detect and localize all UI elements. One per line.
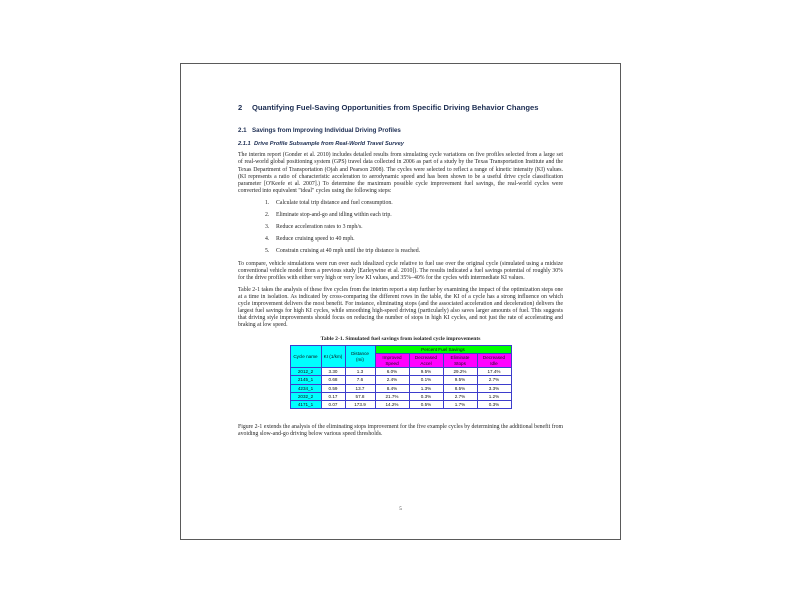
subsection-heading	[238, 127, 563, 134]
subsection-number: 2.1	[238, 127, 247, 135]
subsubsection-number: 2.1.1	[238, 140, 251, 147]
table-cell: 57.8	[345, 392, 375, 400]
subsubsection-heading	[238, 141, 563, 148]
list-item	[265, 200, 563, 207]
table-cell: 0.5%	[409, 401, 443, 409]
section-heading	[238, 103, 563, 112]
table-cell: 0.3%	[477, 401, 511, 409]
table-cell: 2032_2	[290, 392, 321, 400]
table-cell: 0.59	[321, 384, 345, 392]
table-cell: 7.6	[345, 376, 375, 384]
table-row	[290, 376, 511, 384]
table-header-row	[290, 346, 511, 354]
table-cell: 173.9	[345, 401, 375, 409]
table-subheader-cell: Decreased Idle	[477, 354, 511, 368]
section-title: Quantifying Fuel-Saving Opportunities from Specific Driving Behavior Changes	[252, 103, 539, 112]
table-cell: 0.1%	[409, 376, 443, 384]
table-cell: 13.7	[345, 384, 375, 392]
table-row	[290, 367, 511, 375]
subsubsection-title: Drive Profile Subsample from Real-World Travel Survey	[254, 140, 404, 147]
numbered-list	[265, 200, 563, 255]
table-cell: 21.7%	[375, 392, 409, 400]
table-cell: 2.4%	[375, 376, 409, 384]
list-item-text: Reduce acceleration rates to 3 mph/s.	[276, 223, 363, 230]
table-cell: 6.0%	[375, 367, 409, 375]
table-cell: 1.3%	[409, 384, 443, 392]
table-cell: 2.7%	[477, 376, 511, 384]
paragraph: The interim report (Gonder et al. 2010) includes detailed results from simulating cycle variations on five profiles selected from a large set of real-world global positioning system (GPS) travel data collected in 2006 as part of a study by the Texas Transportation Institute and the Texas Department of Transportation (Ojah and Pearson 2008). The cycles were selected to reflect a range of kinetic intensity (KI) values. (KI represents a ratio of characteristic acceleration to aerodynamic speed and has been shown to be a useful drive cycle classification parameter [O'Keefe et al. 2007].) To determine the maximum possible cycle improvement fuel savings, the real-world cycles were converted into equivalent "ideal" cycles using the following steps:	[238, 152, 563, 194]
fuel-savings-table	[290, 345, 512, 409]
table-cell: 0.07	[321, 401, 345, 409]
table-cell: 0.17	[321, 392, 345, 400]
table-cell: 3.3%	[477, 384, 511, 392]
table-cell: 0.3%	[409, 392, 443, 400]
subsection-title: Savings from Improving Individual Driving Profiles	[252, 127, 401, 135]
table-subheader-cell: Eliminate Stops	[443, 354, 477, 368]
table-cell: 1.3	[345, 367, 375, 375]
table-cell: 1.2%	[477, 392, 511, 400]
table-cell: 4171_1	[290, 401, 321, 409]
list-item-number: 4.	[265, 235, 270, 242]
list-item-text: Calculate total trip distance and fuel consumption.	[276, 199, 393, 206]
list-item-text: Eliminate stop-and-go and idling within each trip.	[276, 211, 392, 218]
list-item	[265, 224, 563, 231]
list-item-number: 5.	[265, 247, 270, 254]
table-cell: 2145_1	[290, 376, 321, 384]
list-item	[265, 212, 563, 219]
table-cell: 2.7%	[443, 392, 477, 400]
list-item-text: Constrain cruising at 40 mph until the trip distance is reached.	[276, 247, 421, 254]
table-cell: 1.7%	[443, 401, 477, 409]
table-subheader-cell: Improved Speed	[375, 354, 409, 368]
table-cell: 3.30	[321, 367, 345, 375]
paragraph: To compare, vehicle simulations were run over each idealized cycle relative to fuel use over the original cycle (simulated using a midsize conventional vehicle model from a previous study [Earleywine et al. 2010]). The results indicated a fuel savings potential of roughly 30% for the drive profiles with either very high or very low KI values, and 35%–40% for the cycles with intermediate KI values.	[238, 260, 563, 281]
list-item-text: Reduce cruising speed to 40 mph.	[276, 235, 355, 242]
table-cell: 8.5%	[443, 384, 477, 392]
list-item-number: 2.	[265, 211, 270, 218]
section-number: 2	[238, 103, 243, 112]
table-header-cell: Distance (mi)	[345, 346, 375, 368]
list-item-number: 3.	[265, 223, 270, 230]
table-row	[290, 384, 511, 392]
table-caption: Table 2-1. Simulated fuel savings from isolated cycle improvements	[320, 336, 481, 343]
table-cell: 17.4%	[477, 367, 511, 375]
table-cell: 8.4%	[375, 384, 409, 392]
table-cell: 14.2%	[375, 401, 409, 409]
table-cell: 9.5%	[409, 367, 443, 375]
table-header-cell: KI (1/km)	[321, 346, 345, 368]
list-item-number: 1.	[265, 199, 270, 206]
list-item	[265, 248, 563, 255]
table-span-header: Percent Fuel Savings	[375, 346, 511, 354]
table-cell: 0.68	[321, 376, 345, 384]
table-row	[290, 392, 511, 400]
paragraph: Figure 2-1 extends the analysis of the eliminating stops improvement for the five example cycles by determining the additional benefit from avoiding slow-and-go driving below various speed thresholds.	[238, 424, 563, 438]
list-item	[265, 236, 563, 243]
table-cell: 29.2%	[443, 367, 477, 375]
table-cell: 2012_2	[290, 367, 321, 375]
table-row	[290, 401, 511, 409]
table-header-cell: Cycle name	[290, 346, 321, 368]
table-cell: 4234_1	[290, 384, 321, 392]
table-cell: 9.5%	[443, 376, 477, 384]
table-subheader-cell: Decreased Accel	[409, 354, 443, 368]
page-number: 5	[399, 506, 402, 512]
paragraph: Table 2-1 takes the analysis of these five cycles from the interim report a step further by examining the impact of the optimization steps one at a time in isolation. As indicated by cross-comparing the different rows in the table, the KI of a cycle has a strong influence on which cycle improvement delivers the most benefit. For instance, eliminating stops (and the associated acceleration and deceleration) delivers the largest fuel savings for high KI cycles, while smoothing high-speed driving (particularly) also saves larger amounts of fuel. This suggests that driving style improvements should focus on reducing the number of stops in high KI cycles, and not just the rate of accelerating and braking at low speed.	[238, 286, 563, 329]
document-page	[180, 63, 621, 540]
